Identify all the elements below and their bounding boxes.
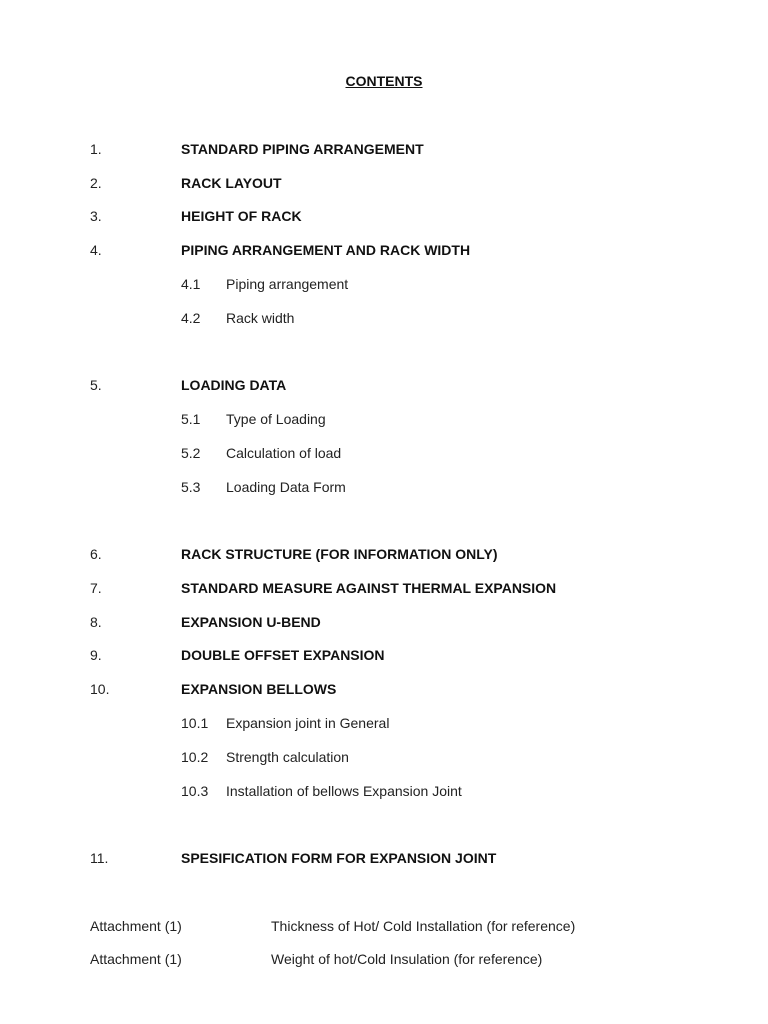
subsection-label: Calculation of load	[226, 445, 342, 461]
toc-entry-10[interactable]	[0, 680, 768, 698]
section-number: 8.	[90, 614, 102, 630]
section-heading: PIPING ARRANGEMENT AND RACK WIDTH	[181, 242, 471, 258]
toc-entry-8[interactable]	[0, 613, 768, 631]
section-number: 10.	[90, 681, 110, 697]
section-heading: HEIGHT OF RACK	[181, 208, 302, 224]
section-heading: SPESIFICATION FORM FOR EXPANSION JOINT	[181, 850, 497, 866]
toc-entry-5[interactable]	[0, 376, 768, 394]
toc-entry-9[interactable]	[0, 646, 768, 664]
subsection-number: 4.1	[181, 276, 201, 292]
section-number: 9.	[90, 647, 102, 663]
section-number: 4.	[90, 242, 102, 258]
section-number: 1.	[90, 141, 102, 157]
subsection-label: Rack width	[226, 310, 295, 326]
attachment-description: Weight of hot/Cold Insulation (for reference)	[271, 951, 543, 967]
subsection-label: Type of Loading	[226, 411, 326, 427]
section-heading: LOADING DATA	[181, 377, 287, 393]
section-number: 6.	[90, 546, 102, 562]
section-heading: STANDARD MEASURE AGAINST THERMAL EXPANSION	[181, 580, 557, 596]
toc-subentry-10-2[interactable]	[0, 748, 768, 766]
toc-entry-2[interactable]	[0, 174, 768, 192]
subsection-label: Piping arrangement	[226, 276, 349, 292]
subsection-label: Expansion joint in General	[226, 715, 390, 731]
attachment-entry-1[interactable]	[0, 917, 768, 935]
subsection-label: Installation of bellows Expansion Joint	[226, 783, 462, 799]
subsection-number: 10.2	[181, 749, 209, 765]
toc-subentry-5-3[interactable]	[0, 478, 768, 496]
toc-subentry-4-1[interactable]	[0, 275, 768, 293]
subsection-number: 4.2	[181, 310, 201, 326]
toc-entry-11[interactable]	[0, 849, 768, 867]
section-heading: EXPANSION BELLOWS	[181, 681, 337, 697]
toc-entry-4[interactable]	[0, 241, 768, 259]
toc-subentry-10-1[interactable]	[0, 714, 768, 732]
section-heading: RACK LAYOUT	[181, 175, 282, 191]
subsection-number: 10.1	[181, 715, 209, 731]
toc-subentry-5-2[interactable]	[0, 444, 768, 462]
subsection-number: 10.3	[181, 783, 209, 799]
section-heading: RACK STRUCTURE (FOR INFORMATION ONLY)	[181, 546, 498, 562]
subsection-label: Loading Data Form	[226, 479, 346, 495]
toc-subentry-5-1[interactable]	[0, 410, 768, 428]
section-number: 2.	[90, 175, 102, 191]
toc-entry-7[interactable]	[0, 579, 768, 597]
subsection-number: 5.3	[181, 479, 201, 495]
toc-entry-1[interactable]	[0, 140, 768, 158]
section-number: 3.	[90, 208, 102, 224]
section-number: 7.	[90, 580, 102, 596]
section-heading: EXPANSION U-BEND	[181, 614, 321, 630]
section-heading: STANDARD PIPING ARRANGEMENT	[181, 141, 424, 157]
subsection-number: 5.2	[181, 445, 201, 461]
subsection-label: Strength calculation	[226, 749, 349, 765]
toc-entry-6[interactable]	[0, 545, 768, 563]
section-number: 11.	[90, 850, 109, 866]
toc-subentry-10-3[interactable]	[0, 782, 768, 800]
toc-subentry-4-2[interactable]	[0, 309, 768, 327]
section-number: 5.	[90, 377, 102, 393]
attachment-description: Thickness of Hot/ Cold Installation (for reference)	[271, 918, 576, 934]
attachment-label: Attachment (1)	[90, 951, 182, 967]
subsection-number: 5.1	[181, 411, 201, 427]
toc-entry-3[interactable]	[0, 207, 768, 225]
section-heading: DOUBLE OFFSET EXPANSION	[181, 647, 385, 663]
attachment-entry-2[interactable]	[0, 950, 768, 968]
contents-title: CONTENTS	[345, 73, 423, 89]
attachment-label: Attachment (1)	[90, 918, 182, 934]
